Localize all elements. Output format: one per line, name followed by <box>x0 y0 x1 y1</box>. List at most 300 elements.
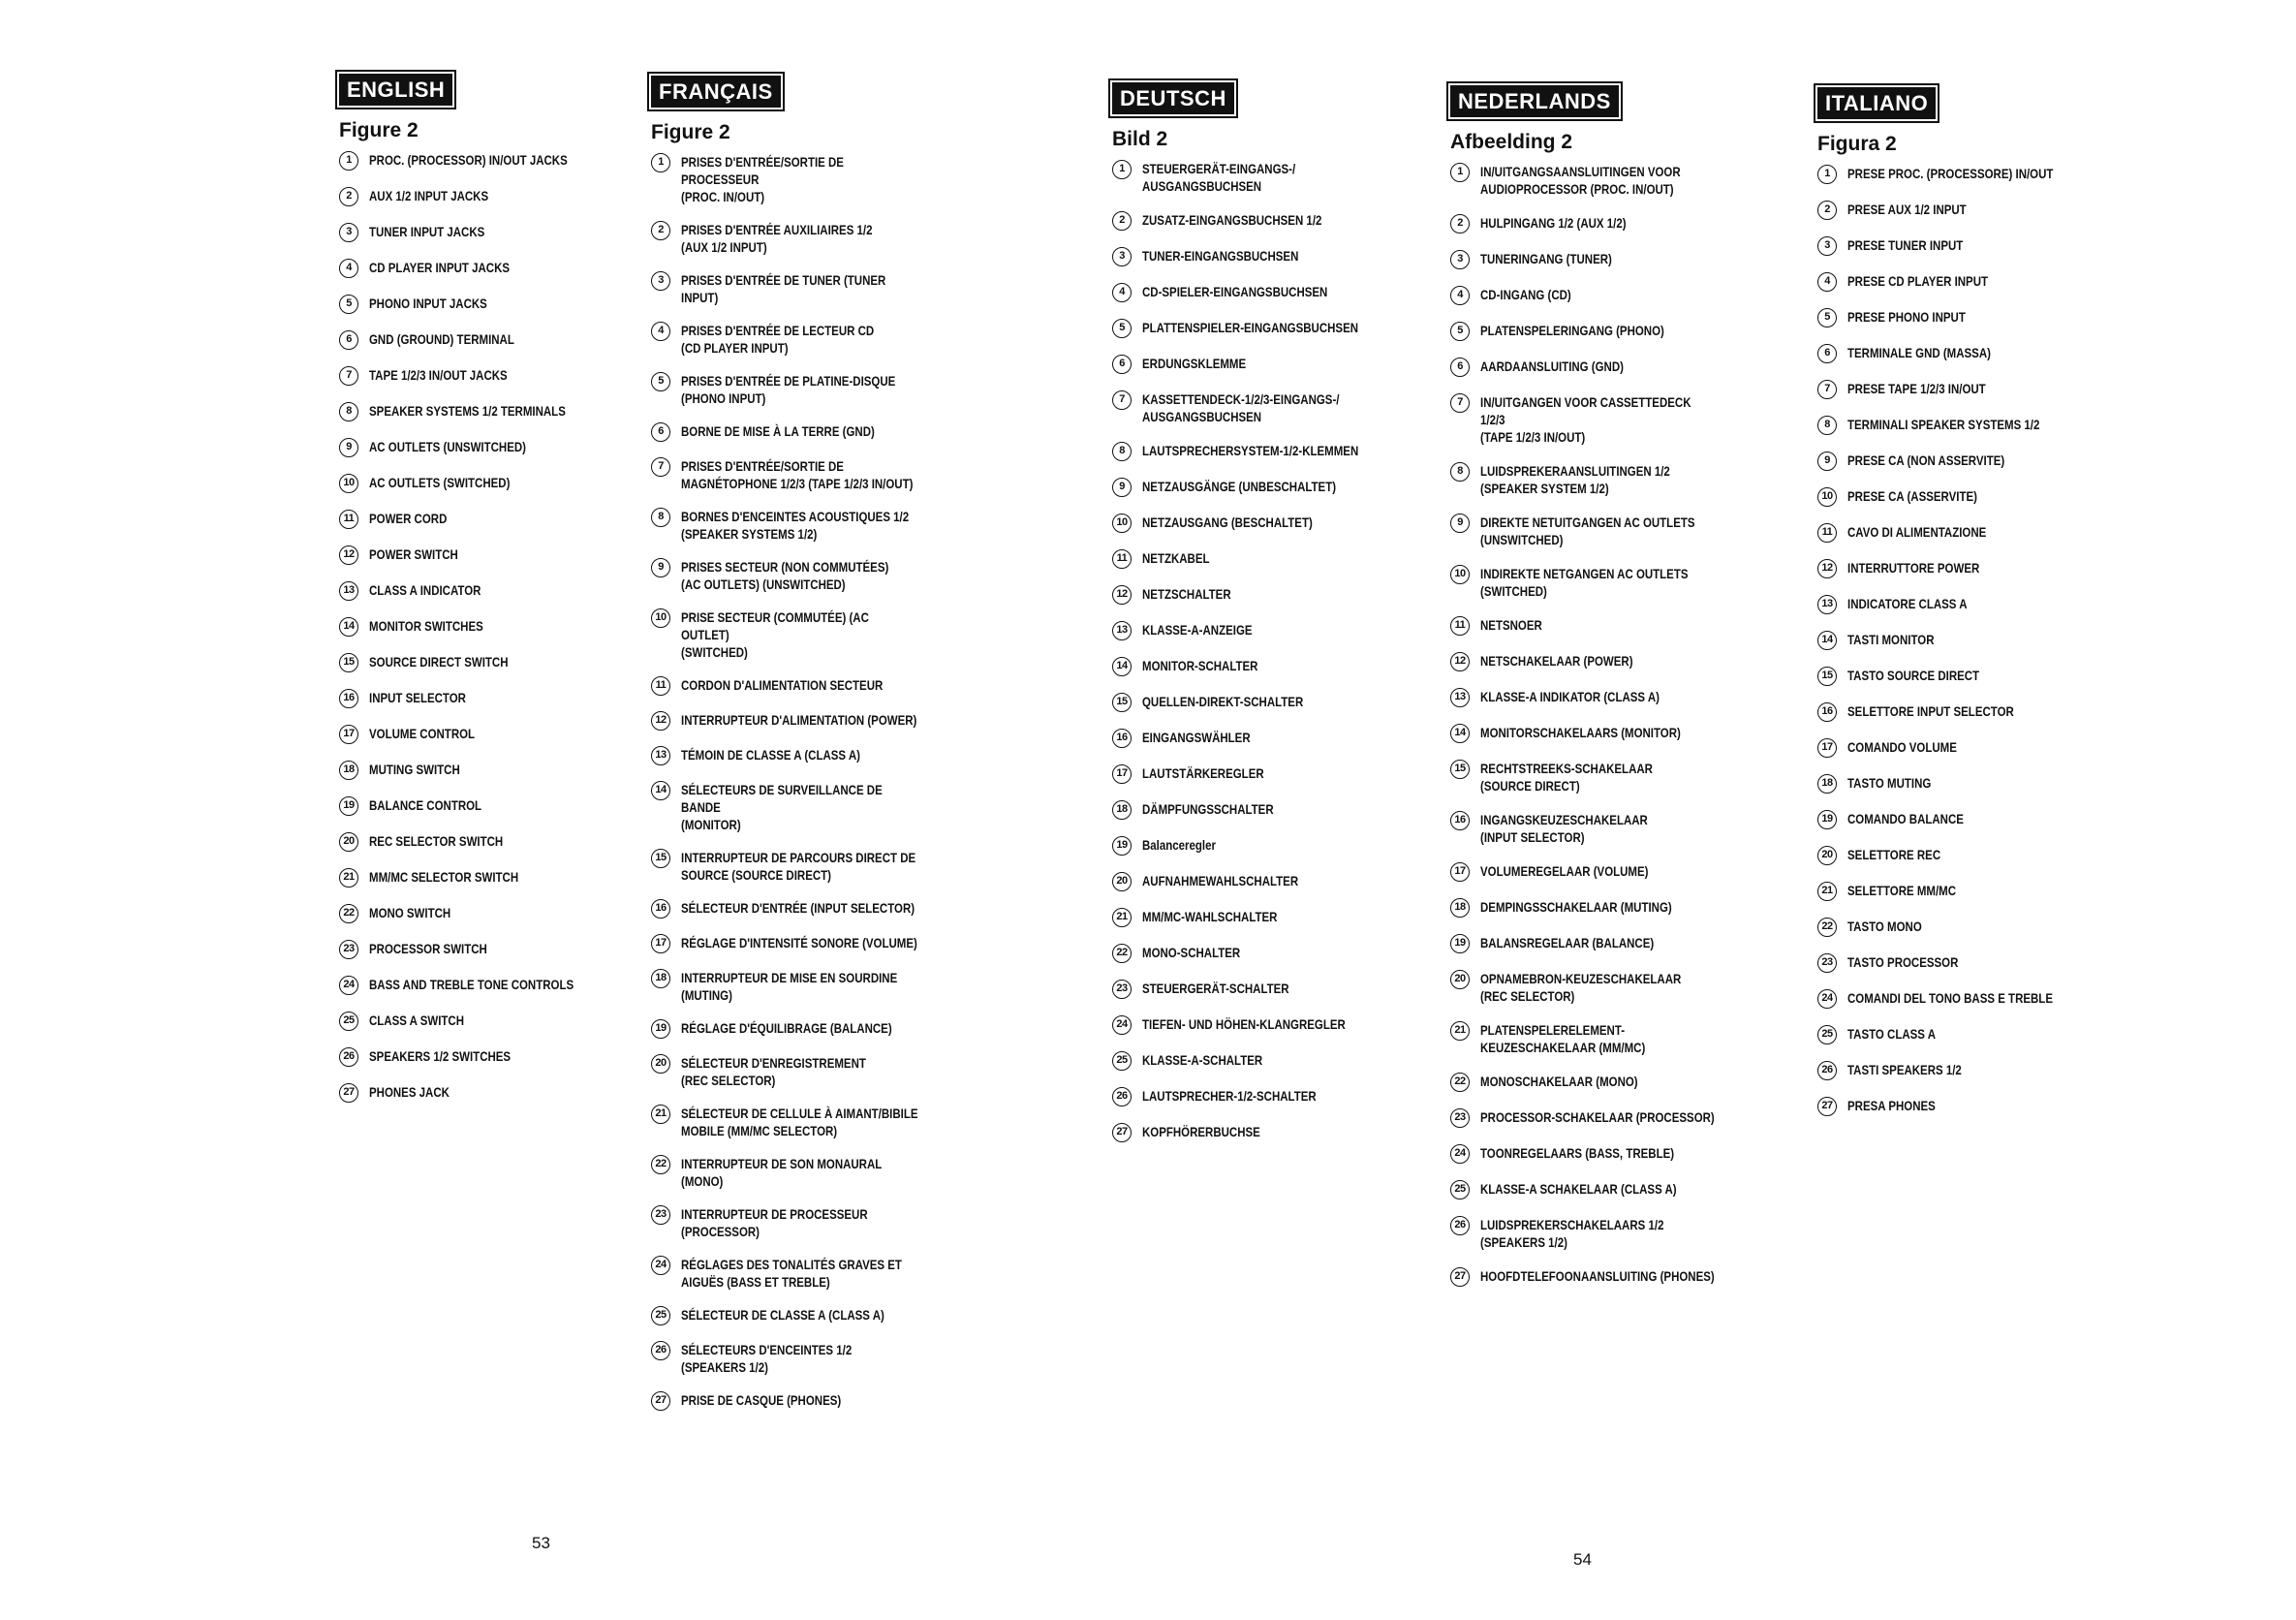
item-label: KOPFHÖRERBUCHSE <box>1142 1124 1260 1139</box>
item-number-badge: 10 <box>1817 487 1837 507</box>
item-number-badge: 2 <box>1112 211 1132 231</box>
item-label: TASTO CLASS A <box>1847 1026 1936 1042</box>
list-item <box>1450 1108 1770 1128</box>
item-label: PRESE TUNER INPUT <box>1847 237 1964 253</box>
item-number-badge: 6 <box>1817 344 1837 363</box>
item-list-italiano <box>1817 165 2137 1116</box>
item-number-badge: 13 <box>1450 688 1470 707</box>
list-item <box>1112 1123 1432 1142</box>
list-item <box>1450 250 1770 269</box>
item-label: CAVO DI ALIMENTAZIONE <box>1847 524 1987 540</box>
list-item <box>651 457 971 492</box>
column-nederlands <box>1450 85 1770 1303</box>
list-item <box>1817 882 2137 901</box>
item-label: SPEAKERS 1/2 SWITCHES <box>369 1048 512 1064</box>
list-item <box>1817 344 2137 363</box>
item-label: AUFNAHMEWAHLSCHALTER <box>1142 873 1299 888</box>
list-item <box>651 746 971 765</box>
item-number-badge: 3 <box>339 223 358 242</box>
item-number-badge: 16 <box>1450 811 1470 830</box>
list-item <box>339 796 659 816</box>
item-number-badge: 15 <box>1817 667 1837 686</box>
item-label: PRISE DE CASQUE (PHONES) <box>681 1392 842 1408</box>
column-italiano <box>1817 87 2137 1133</box>
item-label: PHONO INPUT JACKS <box>369 296 487 311</box>
item-number-badge: 23 <box>651 1205 670 1225</box>
item-label: TAPE 1/2/3 IN/OUT JACKS <box>369 367 508 383</box>
item-number-badge: 21 <box>651 1105 670 1124</box>
list-item <box>651 969 971 1004</box>
list-item <box>1450 1180 1770 1199</box>
item-list-francais <box>651 153 971 1411</box>
list-item <box>1450 1021 1770 1056</box>
item-label: PRISES D'ENTRÉE DE LECTEUR CD (CD PLAYER INPUT) <box>681 323 875 356</box>
item-number-badge: 16 <box>339 689 358 708</box>
item-number-badge: 11 <box>1817 523 1837 543</box>
item-number-badge: 27 <box>1817 1097 1837 1116</box>
list-item <box>339 653 659 672</box>
item-label: PRISE SECTEUR (COMMUTÉE) (AC OUTLET) (SWITCHED) <box>681 609 869 660</box>
list-item <box>339 259 659 278</box>
item-label: LUIDSPREKERAANSLUITINGEN 1/2 (SPEAKER SYSTEM 1/2) <box>1480 463 1670 496</box>
item-label: INTERRUTTORE POWER <box>1847 560 1980 576</box>
list-item <box>1817 989 2137 1009</box>
item-number-badge: 14 <box>1450 724 1470 743</box>
list-item <box>339 617 659 637</box>
list-item <box>1450 358 1770 377</box>
list-item <box>1817 738 2137 758</box>
item-number-badge: 25 <box>651 1306 670 1325</box>
language-header-francais: FRANÇAIS <box>651 76 781 108</box>
item-label: HOOFDTELEFOONAANSLUITING (PHONES) <box>1480 1268 1715 1284</box>
item-label: BASS AND TREBLE TONE CONTROLS <box>369 977 574 992</box>
item-number-badge: 22 <box>1112 944 1132 963</box>
list-item <box>1450 760 1770 794</box>
item-number-badge: 27 <box>1450 1267 1470 1287</box>
item-number-badge: 10 <box>651 608 670 628</box>
list-item <box>1112 1015 1432 1035</box>
item-label: CD-SPIELER-EINGANGSBUCHSEN <box>1142 284 1328 299</box>
item-number-badge: 20 <box>1817 846 1837 865</box>
list-item <box>1817 1061 2137 1080</box>
item-label: SÉLECTEURS DE SURVEILLANCE DE BANDE (MONITOR) <box>681 782 883 832</box>
list-item <box>1817 810 2137 829</box>
item-label: INPUT SELECTOR <box>369 690 466 705</box>
item-number-badge: 7 <box>1450 393 1470 413</box>
item-label: RÉGLAGES DES TONALITÉS GRAVES ET AIGUËS (BASS ET TREBLE) <box>681 1257 902 1290</box>
item-label: OPNAMEBRON-KEUZESCHAKELAAR (REC SELECTOR) <box>1480 971 1682 1004</box>
item-number-badge: 9 <box>339 438 358 457</box>
item-label: IN/UITGANGSAANSLUITINGEN VOOR AUDIOPROCESSOR (PROC. IN/OUT) <box>1480 164 1681 197</box>
list-item <box>1112 980 1432 999</box>
item-number-badge: 23 <box>1112 980 1132 999</box>
list-item <box>339 689 659 708</box>
item-label: INGANGSKEUZESCHAKELAAR (INPUT SELECTOR) <box>1480 812 1648 845</box>
item-number-badge: 19 <box>339 796 358 816</box>
item-label: ERDUNGSKLEMME <box>1142 356 1247 371</box>
item-number-badge: 8 <box>651 508 670 527</box>
item-number-badge: 7 <box>1112 390 1132 410</box>
item-label: MONITOR-SCHALTER <box>1142 658 1258 673</box>
item-number-badge: 17 <box>1112 764 1132 784</box>
list-item <box>651 1155 971 1190</box>
list-item <box>1450 214 1770 234</box>
item-label: PRISES D'ENTRÉE DE PLATINE-DISQUE (PHONO INPUT) <box>681 373 896 406</box>
item-label: DÄMPFUNGSSCHALTER <box>1142 801 1274 817</box>
list-item <box>1817 846 2137 865</box>
item-label: MONOSCHAKELAAR (MONO) <box>1480 1074 1638 1089</box>
item-label: COMANDO BALANCE <box>1847 811 1964 826</box>
item-number-badge: 11 <box>1112 549 1132 569</box>
item-label: CD PLAYER INPUT JACKS <box>369 260 511 275</box>
item-label: NETZSCHALTER <box>1142 586 1231 602</box>
item-label: DIREKTE NETUITGANGEN AC OUTLETS (UNSWITCHED) <box>1480 514 1695 547</box>
list-item <box>1112 836 1432 856</box>
item-label: REC SELECTOR SWITCH <box>369 833 504 849</box>
item-label: TASTO SOURCE DIRECT <box>1847 668 1980 683</box>
list-item <box>1450 1216 1770 1251</box>
item-number-badge: 10 <box>339 474 358 493</box>
list-item <box>651 608 971 661</box>
list-item <box>339 1012 659 1031</box>
item-number-badge: 11 <box>1450 616 1470 636</box>
item-number-badge: 26 <box>651 1341 670 1360</box>
item-label: TERMINALI SPEAKER SYSTEMS 1/2 <box>1847 417 2040 432</box>
item-label: NETZKABEL <box>1142 550 1210 566</box>
item-label: INDICATORE CLASS A <box>1847 596 1968 611</box>
item-label: QUELLEN-DIREKT-SCHALTER <box>1142 694 1304 709</box>
list-item <box>339 976 659 995</box>
item-label: NETSNOER <box>1480 617 1542 633</box>
item-number-badge: 8 <box>339 402 358 421</box>
item-label: LAUTSTÄRKEREGLER <box>1142 765 1264 781</box>
item-label: RÉGLAGE D'INTENSITÉ SONORE (VOLUME) <box>681 935 917 950</box>
item-number-badge: 25 <box>339 1012 358 1031</box>
list-item <box>1817 272 2137 292</box>
item-label: PRESA PHONES <box>1847 1098 1936 1113</box>
item-number-badge: 14 <box>339 617 358 637</box>
list-item <box>339 904 659 923</box>
list-item <box>1817 631 2137 650</box>
list-item <box>651 153 971 205</box>
item-number-badge: 6 <box>1450 358 1470 377</box>
item-label: SÉLECTEUR DE CLASSE A (CLASS A) <box>681 1307 884 1323</box>
item-number-badge: 24 <box>1112 1015 1132 1035</box>
item-number-badge: 15 <box>1450 760 1470 779</box>
item-number-badge: 16 <box>651 899 670 919</box>
list-item <box>651 221 971 256</box>
figure-title-francais: Figure 2 <box>651 121 730 143</box>
item-number-badge: 14 <box>1112 657 1132 676</box>
item-number-badge: 25 <box>1450 1180 1470 1199</box>
list-item <box>651 422 971 442</box>
item-number-badge: 3 <box>1112 247 1132 266</box>
item-label: IN/UITGANGEN VOOR CASSETTEDECK 1/2/3 (TAPE 1/2/3 IN/OUT) <box>1480 394 1691 445</box>
item-number-badge: 18 <box>1817 774 1837 794</box>
item-number-badge: 26 <box>1112 1087 1132 1106</box>
item-label: PLATENSPELERELEMENT- KEUZESCHAKELAAR (MM/MC) <box>1480 1022 1646 1055</box>
item-label: SELETTORE INPUT SELECTOR <box>1847 703 2014 719</box>
item-number-badge: 5 <box>1112 319 1132 338</box>
item-number-badge: 15 <box>339 653 358 672</box>
item-label: TUNER INPUT JACKS <box>369 224 485 239</box>
list-item <box>1112 283 1432 302</box>
language-header-deutsch: DEUTSCH <box>1112 82 1234 114</box>
item-label: PRESE CA (NON ASSERVITE) <box>1847 452 2005 468</box>
column-english <box>339 74 659 1119</box>
item-label: MONO SWITCH <box>369 905 451 920</box>
item-label: PROC. (PROCESSOR) IN/OUT JACKS <box>369 152 568 168</box>
item-number-badge: 8 <box>1112 442 1132 461</box>
item-label: BORNES D'ENCEINTES ACOUSTIQUES 1/2 (SPEAKER SYSTEMS 1/2) <box>681 509 910 542</box>
item-number-badge: 5 <box>1817 308 1837 327</box>
list-item <box>1112 514 1432 533</box>
item-number-badge: 19 <box>1450 934 1470 953</box>
item-number-badge: 1 <box>651 153 670 172</box>
item-number-badge: 6 <box>1112 355 1132 374</box>
list-item <box>1817 702 2137 722</box>
list-item <box>651 1256 971 1291</box>
item-label: PRESE AUX 1/2 INPUT <box>1847 202 1967 217</box>
item-number-badge: 27 <box>339 1083 358 1103</box>
item-label: CLASS A INDICATOR <box>369 582 481 598</box>
list-item <box>1817 452 2137 471</box>
list-item <box>651 676 971 696</box>
item-number-badge: 2 <box>1817 201 1837 220</box>
item-number-badge: 19 <box>651 1019 670 1039</box>
item-number-badge: 24 <box>339 976 358 995</box>
item-number-badge: 9 <box>651 558 670 577</box>
item-number-badge: 17 <box>651 934 670 953</box>
item-number-badge: 24 <box>651 1256 670 1275</box>
item-label: EINGANGSWÄHLER <box>1142 730 1251 745</box>
list-item <box>1450 462 1770 497</box>
item-label: TASTO MONO <box>1847 919 1922 934</box>
item-number-badge: 5 <box>651 372 670 391</box>
item-label: KLASSE-A SCHAKELAAR (CLASS A) <box>1480 1181 1677 1197</box>
list-item <box>339 1083 659 1103</box>
item-number-badge: 19 <box>1112 836 1132 856</box>
list-item <box>1817 236 2137 256</box>
item-number-badge: 13 <box>1817 595 1837 614</box>
item-number-badge: 17 <box>1817 738 1837 758</box>
list-item <box>1112 1087 1432 1106</box>
item-number-badge: 12 <box>1112 585 1132 605</box>
list-item <box>1817 559 2137 578</box>
item-number-badge: 4 <box>1817 272 1837 292</box>
item-label: BORNE DE MISE À LA TERRE (GND) <box>681 423 875 439</box>
item-number-badge: 6 <box>651 422 670 442</box>
item-label: Balanceregler <box>1142 837 1216 853</box>
list-item <box>651 1341 971 1376</box>
item-label: TIEFEN- UND HÖHEN-KLANGREGLER <box>1142 1016 1346 1032</box>
item-number-badge: 21 <box>1817 882 1837 901</box>
list-item <box>339 510 659 529</box>
item-label: TASTO PROCESSOR <box>1847 954 1959 970</box>
item-label: BALANSREGELAAR (BALANCE) <box>1480 935 1655 950</box>
list-item <box>1817 308 2137 327</box>
item-number-badge: 21 <box>1450 1021 1470 1041</box>
item-number-badge: 11 <box>651 676 670 696</box>
list-item <box>651 271 971 306</box>
item-label: PRESE PROC. (PROCESSORE) IN/OUT <box>1847 166 2054 181</box>
item-label: LAUTSPRECHERSYSTEM-1/2-KLEMMEN <box>1142 443 1359 458</box>
list-item <box>1450 970 1770 1005</box>
item-label: PRISES SECTEUR (NON COMMUTÉES) (AC OUTLETS) (UNSWITCHED) <box>681 559 889 592</box>
item-number-badge: 12 <box>1450 652 1470 671</box>
list-item <box>651 1054 971 1089</box>
item-label: VOLUMEREGELAAR (VOLUME) <box>1480 863 1649 879</box>
list-item <box>339 402 659 421</box>
item-label: VOLUME CONTROL <box>369 726 476 741</box>
item-label: INDIREKTE NETGANGEN AC OUTLETS (SWITCHED) <box>1480 566 1689 599</box>
item-label: INTERRUPTEUR DE PARCOURS DIRECT DE SOURCE (SOURCE DIRECT) <box>681 850 916 883</box>
item-number-badge: 13 <box>1112 621 1132 640</box>
item-number-badge: 15 <box>651 849 670 868</box>
item-label: MUTING SWITCH <box>369 762 460 777</box>
item-number-badge: 19 <box>1817 810 1837 829</box>
item-label: LAUTSPRECHER-1/2-SCHALTER <box>1142 1088 1317 1104</box>
item-label: RÉGLAGE D'ÉQUILIBRAGE (BALANCE) <box>681 1020 892 1036</box>
item-label: TASTO MUTING <box>1847 775 1932 791</box>
item-label: TUNERINGANG (TUNER) <box>1480 251 1612 266</box>
item-label: CD-INGANG (CD) <box>1480 287 1571 302</box>
item-label: POWER SWITCH <box>369 546 458 562</box>
list-item <box>1112 693 1432 712</box>
item-label: AUX 1/2 INPUT JACKS <box>369 188 489 203</box>
list-item <box>339 761 659 780</box>
item-number-badge: 26 <box>1450 1216 1470 1235</box>
item-number-badge: 12 <box>339 545 358 565</box>
list-item <box>1450 1267 1770 1287</box>
list-item <box>1112 211 1432 231</box>
item-number-badge: 18 <box>1450 898 1470 918</box>
item-label: SÉLECTEUR D'ENREGISTREMENT (REC SELECTOR) <box>681 1055 866 1088</box>
list-item <box>1817 774 2137 794</box>
list-item <box>339 187 659 206</box>
item-number-badge: 9 <box>1450 514 1470 533</box>
item-label: NETZAUSGANG (BESCHALTET) <box>1142 514 1313 530</box>
item-number-badge: 4 <box>339 259 358 278</box>
item-label: PHONES JACK <box>369 1084 450 1100</box>
item-number-badge: 8 <box>1817 416 1837 435</box>
item-number-badge: 11 <box>339 510 358 529</box>
item-label: KLASSE-A-ANZEIGE <box>1142 622 1253 638</box>
list-item <box>651 372 971 407</box>
item-number-badge: 9 <box>1112 478 1132 497</box>
item-number-badge: 6 <box>339 330 358 350</box>
list-item <box>1450 1073 1770 1092</box>
item-number-badge: 26 <box>1817 1061 1837 1080</box>
item-number-badge: 1 <box>1112 160 1132 179</box>
item-number-badge: 3 <box>651 271 670 291</box>
item-label: INTERRUPTEUR DE PROCESSEUR (PROCESSOR) <box>681 1206 868 1239</box>
list-item <box>1112 621 1432 640</box>
list-item <box>1450 688 1770 707</box>
item-number-badge: 20 <box>339 832 358 852</box>
item-label: PRISES D'ENTRÉE/SORTIE DE PROCESSEUR (PROC. IN/OUT) <box>681 154 844 204</box>
item-number-badge: 24 <box>1450 1144 1470 1164</box>
list-item <box>1112 908 1432 927</box>
list-item <box>651 934 971 953</box>
item-label: GND (GROUND) TERMINAL <box>369 331 514 347</box>
item-label: CORDON D'ALIMENTATION SECTEUR <box>681 677 884 693</box>
item-label: INTERRUPTEUR D'ALIMENTATION (POWER) <box>681 712 917 728</box>
list-item <box>1112 549 1432 569</box>
list-item <box>1450 652 1770 671</box>
list-item <box>1112 355 1432 374</box>
list-item <box>651 899 971 919</box>
item-number-badge: 5 <box>1450 322 1470 341</box>
list-item <box>1112 390 1432 425</box>
item-label: COMANDO VOLUME <box>1847 739 1957 755</box>
item-list-nederlands <box>1450 163 1770 1287</box>
item-number-badge: 1 <box>1450 163 1470 182</box>
item-number-badge: 25 <box>1817 1025 1837 1044</box>
item-number-badge: 25 <box>1112 1051 1132 1071</box>
item-label: SELETTORE REC <box>1847 847 1941 862</box>
item-label: SÉLECTEUR D'ENTRÉE (INPUT SELECTOR) <box>681 900 915 916</box>
language-header-nederlands: NEDERLANDS <box>1450 85 1619 117</box>
item-label: INTERRUPTEUR DE SON MONAURAL (MONO) <box>681 1156 883 1189</box>
item-label: PRISES D'ENTRÉE AUXILIAIRES 1/2 (AUX 1/2 INPUT) <box>681 222 873 255</box>
item-label: CLASS A SWITCH <box>369 1012 465 1028</box>
list-item <box>651 322 971 357</box>
list-item <box>1450 565 1770 600</box>
list-item <box>339 151 659 171</box>
item-label: HULPINGANG 1/2 (AUX 1/2) <box>1480 215 1627 231</box>
list-item <box>1817 918 2137 937</box>
list-item <box>1817 1097 2137 1116</box>
list-item <box>651 711 971 731</box>
item-number-badge: 21 <box>339 868 358 888</box>
item-number-badge: 22 <box>651 1155 670 1174</box>
list-item <box>1112 944 1432 963</box>
item-number-badge: 14 <box>1817 631 1837 650</box>
list-item <box>339 366 659 386</box>
item-number-badge: 18 <box>1112 800 1132 820</box>
list-item <box>1817 667 2137 686</box>
list-item <box>339 1047 659 1067</box>
item-number-badge: 2 <box>651 221 670 240</box>
item-number-badge: 14 <box>651 781 670 800</box>
list-item <box>1450 898 1770 918</box>
item-label: AC OUTLETS (UNSWITCHED) <box>369 439 526 454</box>
list-item <box>1450 811 1770 846</box>
list-item <box>651 1306 971 1325</box>
list-item <box>339 295 659 314</box>
list-item <box>339 330 659 350</box>
item-label: KASSETTENDECK-1/2/3-EINGANGS-/ AUSGANGSBUCHSEN <box>1142 391 1340 424</box>
item-number-badge: 1 <box>339 151 358 171</box>
item-number-badge: 17 <box>1450 862 1470 882</box>
list-item <box>1450 163 1770 198</box>
item-number-badge: 10 <box>1112 514 1132 533</box>
list-item <box>1817 416 2137 435</box>
item-label: PLATENSPELERINGANG (PHONO) <box>1480 323 1664 338</box>
item-label: PROCESSOR SWITCH <box>369 941 487 956</box>
item-number-badge: 9 <box>1817 452 1837 471</box>
item-number-badge: 3 <box>1817 236 1837 256</box>
item-label: MONITORSCHAKELAARS (MONITOR) <box>1480 725 1681 740</box>
item-number-badge: 2 <box>1450 214 1470 234</box>
item-label: PLATTENSPIELER-EINGANGSBUCHSEN <box>1142 320 1359 335</box>
list-item <box>1450 934 1770 953</box>
item-list-english <box>339 151 659 1103</box>
item-label: TÉMOIN DE CLASSE A (CLASS A) <box>681 747 860 763</box>
item-label: TUNER-EINGANGSBUCHSEN <box>1142 248 1299 264</box>
item-label: SPEAKER SYSTEMS 1/2 TERMINALS <box>369 403 566 419</box>
